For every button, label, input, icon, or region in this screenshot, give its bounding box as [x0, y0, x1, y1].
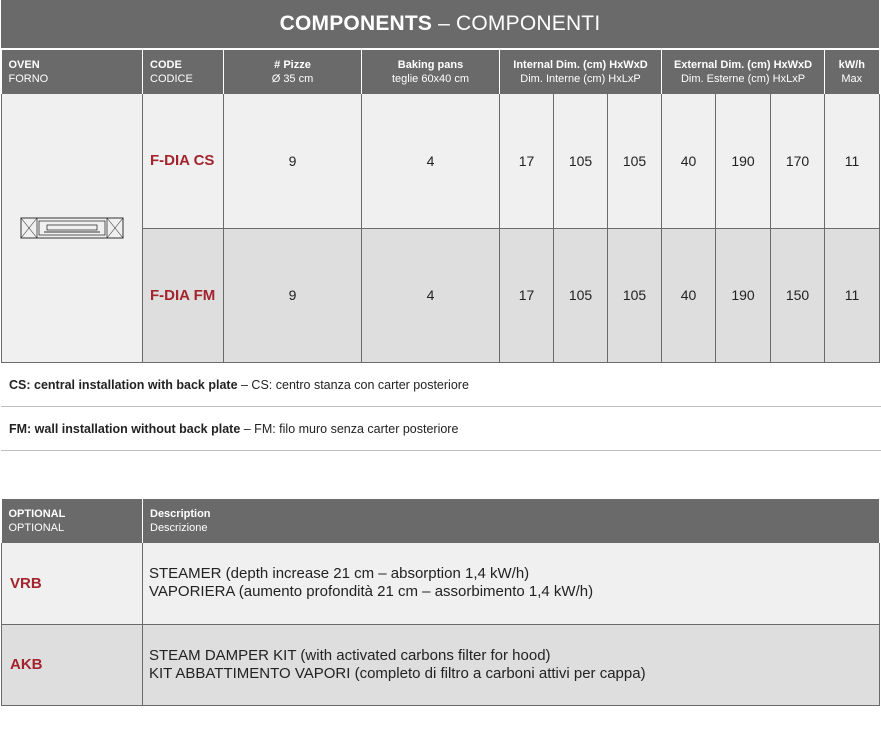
internal-height: 17 [500, 228, 554, 362]
note-fm [1, 407, 881, 451]
title-separator: – [438, 12, 451, 35]
pans-value: 4 [362, 94, 500, 228]
optional-table [1, 499, 881, 706]
optional-description [143, 624, 880, 705]
table-row [2, 543, 880, 624]
internal-height: 17 [500, 94, 554, 228]
description-it: KIT ABBATTIMENTO VAPORI (completo di filtro a carboni attivi per cappa) [149, 664, 646, 682]
optional-header-row [2, 499, 880, 543]
optional-description [143, 543, 880, 624]
description-it: VAPORIERA (aumento profondità 21 cm – assorbimento 1,4 kW/h) [149, 583, 594, 601]
power-value: 11 [825, 228, 880, 362]
header-optional: OPTIONAL OPTIONAL [2, 499, 143, 543]
power-value: 11 [825, 94, 880, 228]
page-title [1, 0, 879, 48]
note-cs-en: CS: central installation with back plate [9, 377, 238, 392]
table-row [2, 94, 880, 228]
header-oven: OVEN FORNO [2, 50, 143, 94]
pizze-value: 9 [224, 228, 362, 362]
description-en: STEAMER (depth increase 21 cm – absorption 1,4 kW/h) [149, 565, 530, 583]
header-internal-dim: Internal Dim. (cm) HxWxD Dim. Interne (cm) HxLxP [500, 50, 662, 94]
title-it: COMPONENTI [456, 12, 601, 35]
external-depth: 150 [771, 228, 825, 362]
oven-image-cell [2, 94, 143, 362]
header-code: CODE CODICE [143, 50, 224, 94]
oven-code: F-DIA CS [143, 94, 224, 228]
header-power: kW/h Max [825, 50, 880, 94]
header-baking-pans: Baking pans teglie 60x40 cm [362, 50, 500, 94]
header-external-dim: External Dim. (cm) HxWxD Dim. Esterne (cm) HxLxP [662, 50, 825, 94]
pans-value: 4 [362, 228, 500, 362]
table-row [2, 624, 880, 705]
oven-front-icon [20, 215, 124, 241]
description-en: STEAM DAMPER KIT (with activated carbons filter for hood) [149, 646, 551, 664]
internal-depth: 105 [608, 228, 662, 362]
internal-depth: 105 [608, 94, 662, 228]
internal-width: 105 [554, 228, 608, 362]
pizze-value: 9 [224, 94, 362, 228]
external-height: 40 [662, 228, 716, 362]
oven-code: F-DIA FM [143, 228, 224, 362]
header-pizze: # Pizze Ø 35 cm [224, 50, 362, 94]
external-depth: 170 [771, 94, 825, 228]
external-width: 190 [716, 94, 771, 228]
note-cs-it: – CS: centro stanza con carter posteriore [237, 377, 469, 392]
optional-code: VRB [2, 543, 143, 624]
optional-code: AKB [2, 624, 143, 705]
note-cs [1, 363, 881, 407]
note-fm-en: FM: wall installation without back plate [9, 421, 241, 436]
note-fm-it: – FM: filo muro senza carter posteriore [240, 421, 459, 436]
header-description: Description Descrizione [143, 499, 880, 543]
external-height: 40 [662, 94, 716, 228]
internal-width: 105 [554, 94, 608, 228]
components-header-row [2, 50, 880, 94]
title-en: COMPONENTS [279, 12, 433, 35]
external-width: 190 [716, 228, 771, 362]
components-table [1, 50, 881, 363]
